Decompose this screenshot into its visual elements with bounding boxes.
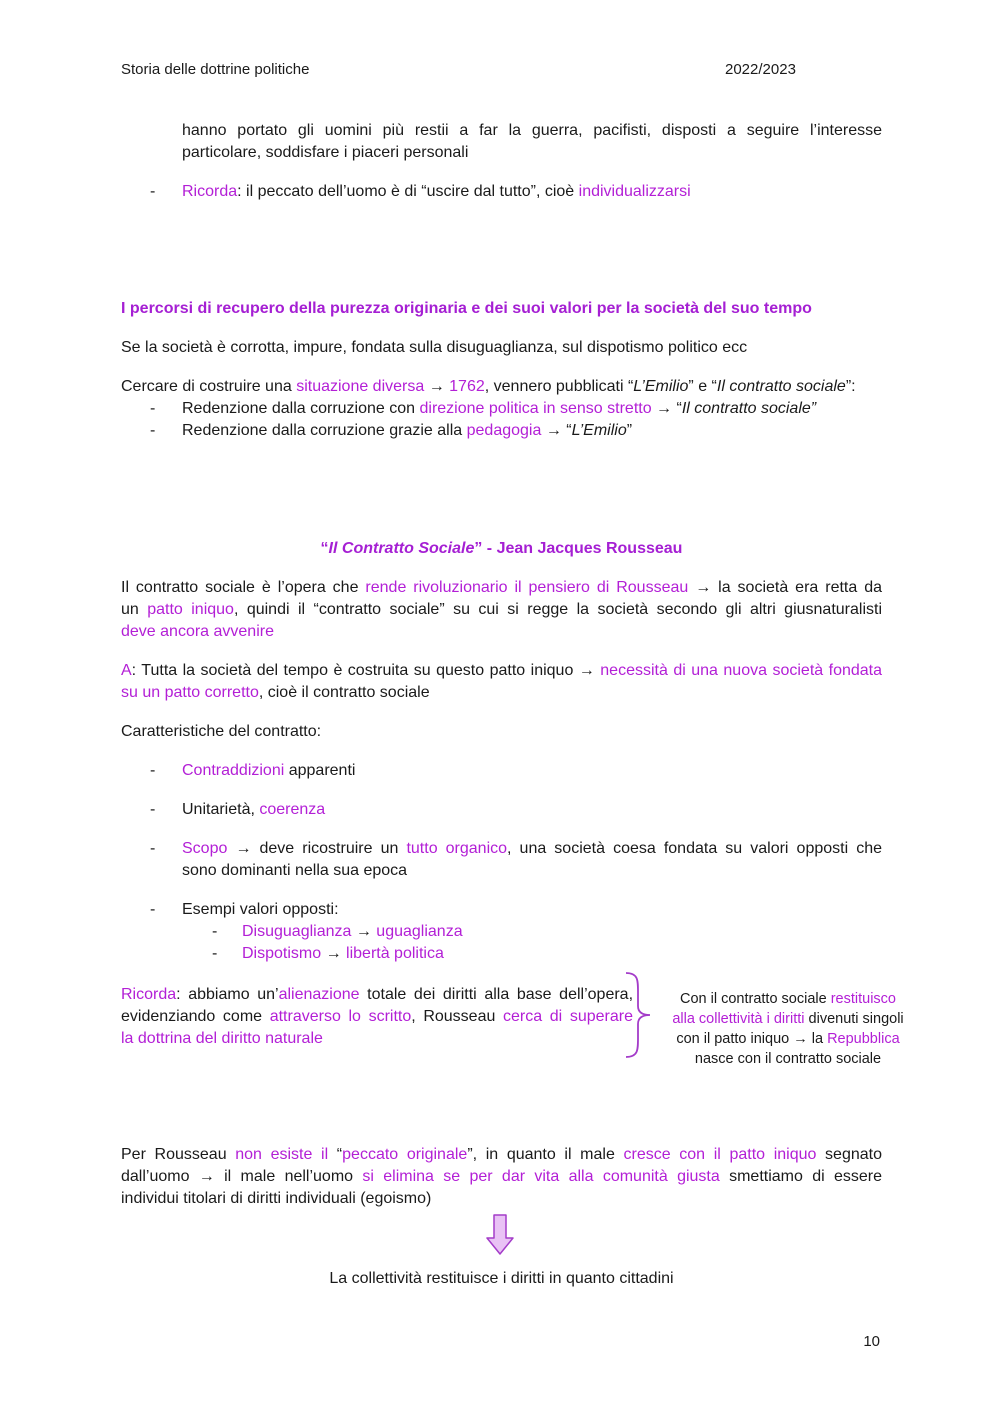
page-number: 10 [863,1333,880,1350]
bullet-dash: - [150,801,156,818]
list-item: Esempi valori opposti: [182,901,339,918]
bullet-dash: - [150,762,156,779]
side-note-line: alla collettività i diritti divenuti singoli [672,1011,904,1027]
section-heading: I percorsi di recupero della purezza originaria e dei suoi valori per la società del suo tempo [121,300,812,317]
bullet-dash: - [212,923,218,940]
paragraph-line: A: Tutta la società del tempo è costruita su questo patto iniquo → necessità di una nuova società fondata [121,662,883,679]
side-note-line: Con il contratto sociale restituisco [680,991,896,1007]
bullet-redenzione-politica: Redenzione dalla corruzione con direzione politica in senso stretto → “Il contratto sociale” [182,400,817,417]
conclusion: La collettività restituisce i diritti in quanto cittadini [329,1270,674,1287]
paragraph-opere: Cercare di costruire una situazione diversa → 1762, vennero pubblicati “L’Emilio” e “Il contratto sociale”: [121,378,856,395]
list-item: Contraddizioni apparenti [182,762,356,779]
list-item-continuation: sono dominanti nella sua epoca [182,862,408,879]
intro-line-1: hanno portato gli uomini più restii a far la guerra, pacifisti, disposti a seguire l’interesse [182,122,882,139]
sublist-item: Dispotismo → libertà politica [242,945,444,962]
sublist-item: Disuguaglianza → uguaglianza [242,923,463,940]
paragraph-line: un patto iniquo, quindi il “contratto sociale” su cui si regge la società secondo gli altri giusnaturalisti [121,601,883,618]
side-note-line: con il patto iniquo → la Repubblica [676,1031,900,1047]
down-arrow-icon [485,1214,515,1256]
paragraph-line: su un patto corretto, cioè il contratto sociale [121,684,430,701]
bullet-redenzione-pedagogia: Redenzione dalla corruzione grazie alla pedagogia → “L’Emilio” [182,422,633,439]
bullet-dash: - [150,422,156,439]
ricorda-peccato: Ricorda: il peccato dell’uomo è di “uscire dal tutto”, cioè individualizzarsi [182,183,691,200]
bullet-dash: - [212,945,218,962]
running-header-title: Storia delle dottrine politiche [121,61,310,78]
paragraph-line: Il contratto sociale è l’opera che rende rivoluzionario il pensiero di Rousseau → la società era retta da [121,579,882,596]
running-header-year: 2022/2023 [725,61,796,78]
ricorda-line: Ricorda: abbiamo un’alienazione totale dei diritti alla base dell’opera, [121,986,634,1003]
side-note-line: nasce con il contratto sociale [694,1051,882,1067]
paragraph: Caratteristiche del contratto: [121,723,322,740]
bullet-dash: - [150,183,156,200]
section-title: “Il Contratto Sociale” - Jean Jacques Rousseau [320,540,683,557]
right-curly-brace [620,970,660,1060]
paragraph-line: individui titolari di diritti individuali (egoismo) [121,1190,432,1207]
paragraph-line: deve ancora avvenire [121,623,274,640]
ricorda-line: la dottrina del diritto naturale [121,1030,323,1047]
bullet-dash: - [150,400,156,417]
bullet-dash: - [150,840,156,857]
intro-line-2: particolare, soddisfare i piaceri personali [182,144,469,161]
side-note [658,989,918,1069]
ricorda-line: evidenziando come attraverso lo scritto, Rousseau cerca di superare [121,1008,634,1025]
bullet-dash: - [150,901,156,918]
list-item: Scopo → deve ricostruire un tutto organico, una società coesa fondata su valori opposti che [182,840,883,857]
paragraph-line: dall’uomo → il male nell’uomo si elimina se per dar vita alla comunità giusta smettiamo di essere [121,1168,883,1185]
paragraph: Se la società è corrotta, impure, fondata sulla disuguaglianza, sul dispotismo politico ecc [121,339,748,356]
list-item: Unitarietà, coerenza [182,801,326,818]
paragraph-line: Per Rousseau non esiste il “peccato originale”, in quanto il male cresce con il patto iniquo segnato [121,1146,882,1163]
